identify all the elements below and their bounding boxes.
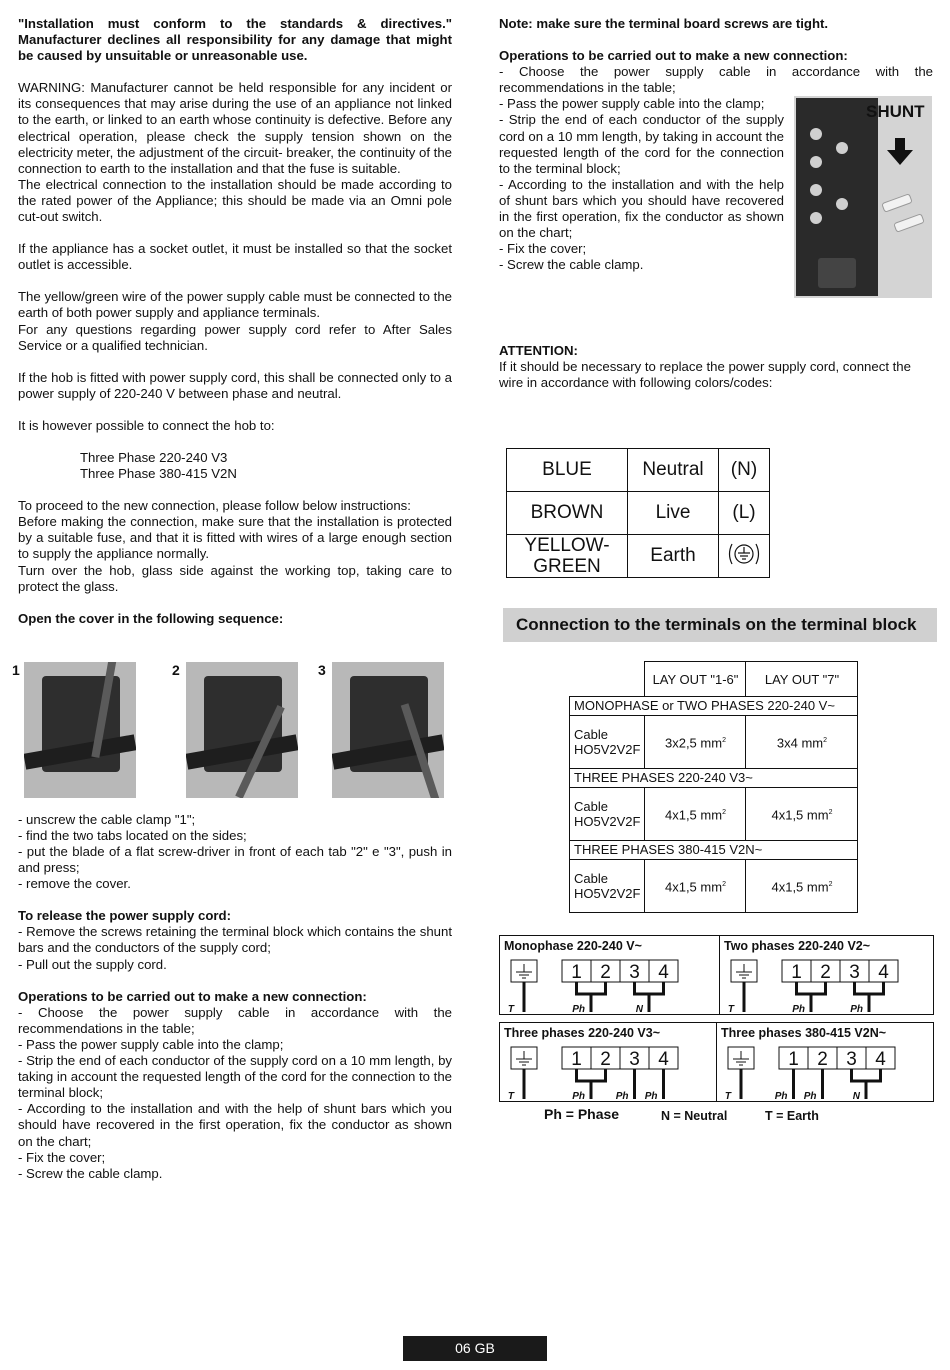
table-row	[570, 769, 858, 788]
wire-label: Ph	[615, 1091, 629, 1101]
wire-label: Ph	[792, 1004, 805, 1014]
shunt-label: SHUNT	[866, 102, 925, 121]
wire-label: Ph	[572, 1091, 585, 1101]
photo-step-2	[186, 662, 298, 798]
terminal-number: 3	[849, 962, 860, 983]
supply-cord-paragraph: If the hob is fitted with power supply cord, this shall be connected only to a power supply of 220-240 V between phase and neutral.	[18, 369, 452, 401]
terminal-number: 2	[820, 962, 831, 983]
op-step-5: - Fix the cover;	[18, 1149, 106, 1165]
r-op-step-3: - Strip the end of each conductor of the supply cord on a 10 mm length, by taking in account the requested length of the cord for the connection to the terminal block;	[499, 112, 784, 176]
layout-1-6-header: LAY OUT "1-6"	[645, 662, 746, 697]
table-row	[507, 535, 770, 578]
terminal-block-section-title: Connection to the terminals on the terminal block	[503, 608, 937, 642]
terminal-number: 3	[846, 1049, 857, 1070]
diagram-row-1	[499, 935, 933, 1015]
conformity-notice: "Installation must conform to the standards & directives." Manufacturer declines all responsibility for any damage that might be caused by unsuitable or unreasonable use.	[18, 16, 452, 64]
terminal-screws-note: Note: make sure the terminal board screws are tight.	[499, 16, 829, 31]
layout-7-header: LAY OUT "7"	[746, 662, 858, 697]
terminal-number: 1	[571, 1049, 582, 1070]
release-step-2: - Pull out the supply cord.	[18, 956, 167, 972]
diagram-title: Three phases 220-240 V3~	[504, 1026, 660, 1040]
terminal-number: 4	[658, 1049, 669, 1070]
fuse-paragraph: Before making the connection, make sure that the installation is protected by a suitable fuse, and that it is fitted with wires of a large enough section to supply the appliance normally.	[18, 514, 452, 562]
function-cell: Earth	[628, 535, 719, 578]
attention-text: If it should be necessary to replace the power supply cord, connect the wire in accordance with following colors/codes:	[499, 359, 911, 391]
table-row	[570, 697, 858, 716]
earth-symbol-icon	[724, 542, 764, 566]
release-step-1: - Remove the screws retaining the terminal block which contains the shunt bars and the conductors of the supply cord;	[18, 924, 452, 956]
r-op-step-5: - Fix the cover;	[499, 241, 587, 257]
shunt-bar	[881, 193, 913, 213]
terminal-number: 1	[788, 1049, 799, 1070]
three-phase-option-1: Three Phase 220-240 V3	[80, 449, 228, 465]
colour-cell: BLUE	[507, 449, 628, 492]
shunt-bridge	[855, 982, 884, 994]
photo-number-1: 1	[12, 661, 20, 678]
diagram-row-2	[499, 1022, 933, 1102]
release-cord-heading: To release the power supply cord:	[18, 908, 232, 924]
cable-type-cell: Cable HO5V2V2F	[570, 788, 645, 841]
photo-step-3	[332, 662, 444, 798]
op-step-3: - Strip the end of each conductor of the supply cord on a 10 mm length, by taking in account the requested length of the cord for the connection to the terminal block;	[18, 1053, 453, 1101]
legend-neutral: N = Neutral	[661, 1109, 728, 1123]
wire-label: N	[852, 1091, 860, 1101]
cover-opening-photos	[12, 661, 452, 812]
left-column	[12, 16, 453, 1182]
terminal-number: 4	[875, 1049, 886, 1070]
wire-label: T	[507, 1004, 514, 1014]
turn-over-paragraph: Turn over the hob, glass side against the working top, taking care to protect the glass.	[18, 562, 452, 594]
diagram-monophase	[499, 935, 720, 1015]
group-label: MONOPHASE or TWO PHASES 220-240 V~	[570, 697, 858, 716]
diagram-three-phases-220	[499, 1022, 717, 1102]
wire-label: Ph	[774, 1091, 788, 1101]
wire-label: Ph	[850, 1004, 863, 1014]
step-find-tabs: - find the two tabs located on the sides;	[18, 827, 247, 843]
step-screwdriver: - put the blade of a flat screw-driver in front of each tab "2" e "3", push in and press;	[18, 844, 452, 876]
shunt-bridge	[797, 982, 826, 994]
diagram-title: Two phases 220-240 V2~	[724, 939, 871, 953]
terminal-number: 1	[791, 962, 802, 983]
colour-cell: BROWN	[507, 492, 628, 535]
attention-heading: ATTENTION:	[499, 343, 578, 358]
wire-label: T	[727, 1004, 734, 1014]
cable-type-cell: Cable HO5V2V2F	[570, 860, 645, 913]
photo-step-1	[24, 662, 136, 798]
r-op-step-4: - According to the installation and with the help of shunt bars which you should have recovered in the first operation, fix the conductor as shown on the chart;	[499, 176, 784, 241]
cable-section-table	[569, 661, 858, 913]
function-cell: Live	[628, 492, 719, 535]
wiring-diagram-three-phases-220	[500, 1039, 716, 1101]
wire-label: Ph	[644, 1091, 658, 1101]
step-remove-cover: - remove the cover.	[18, 876, 131, 892]
terminal-number: 3	[629, 962, 640, 983]
open-cover-heading: Open the cover in the following sequence:	[18, 610, 284, 626]
table-row	[507, 449, 770, 492]
value-cell: 3x2,5 $mm^2$	[645, 716, 746, 769]
legend-phase: Ph = Phase	[544, 1106, 620, 1122]
wiring-diagram-two-phases	[720, 952, 933, 1014]
op-step-2: - Pass the power supply cable into the clamp;	[18, 1036, 284, 1052]
terminal-number: 2	[600, 1049, 611, 1070]
value-cell: 4x1,5 $mm^2$	[746, 860, 858, 913]
group-label: THREE PHASES 380-415 V2N~	[570, 841, 858, 860]
terminal-number: 1	[571, 962, 582, 983]
table-row	[570, 841, 858, 860]
terminal-number: 2	[600, 962, 611, 983]
function-cell: Neutral	[628, 449, 719, 492]
shunt-photo	[794, 96, 932, 298]
wiring-diagram-three-phases-380	[717, 1039, 933, 1101]
table-row	[507, 492, 770, 535]
operations-heading-left: Operations to be carried out to make a new connection:	[18, 988, 367, 1004]
wire-label: N	[635, 1004, 643, 1014]
socket-paragraph: If the appliance has a socket outlet, it must be installed so that the socket outlet is accessible.	[18, 241, 452, 273]
omnipole-paragraph: The electrical connection to the installation should be made according to the rated power of the Appliance; this should be made via an Omni pole cut-out switch.	[18, 176, 452, 225]
value-cell: 4x1,5 $mm^2$	[645, 860, 746, 913]
op-step-4: - According to the installation and with the help of shunt bars which you should have recovered in the first operation, fix the conductor as shown on the chart;	[18, 1101, 452, 1149]
wiring-diagram-monophase	[500, 952, 719, 1014]
connect-options-intro: It is however possible to connect the hob to:	[18, 417, 275, 433]
terminal-number: 4	[658, 962, 669, 983]
terminal-number: 3	[629, 1049, 640, 1070]
value-cell: 4x1,5 $mm^2$	[746, 788, 858, 841]
diagram-title: Monophase 220-240 V~	[504, 939, 642, 953]
op-step-1: - Choose the power supply cable in accordance with the recommendations in the table;	[18, 1004, 452, 1036]
r-op-steps-narrow	[499, 96, 784, 273]
earth-wire-paragraph: The yellow/green wire of the power supply cable must be connected to the earth of both power supply and appliance terminals.	[18, 289, 452, 321]
terminal-number: 4	[878, 962, 889, 983]
legend-earth: T = Earth	[765, 1109, 819, 1123]
diagram-title: Three phases 380-415 V2N~	[721, 1026, 887, 1040]
arrow-down-icon	[887, 138, 913, 166]
warning-paragraph: WARNING: Manufacturer cannot be held responsible for any incident or its consequences that may arise during the use of an appliance not linked to the earth, or linked to an earth whose continuity is defective. Before any electrical operation, please check the supply tension shown on the electricity meter, the adjustment of the circuit- breaker, the continuity of the connection to earth to the installation and that the fuse is suitable.	[18, 80, 452, 176]
r-op-step-2: - Pass the power supply cable into the clamp;	[499, 96, 765, 112]
table-row	[570, 788, 858, 841]
page-number-footer: 06 GB	[403, 1336, 547, 1361]
shunt-bridge	[577, 982, 606, 994]
attention-block	[499, 343, 933, 391]
operations-heading-right: Operations to be carried out to make a new connection:	[499, 48, 848, 64]
shunt-bridge	[852, 1069, 881, 1081]
r-op-step-1: - Choose the power supply cable in accordance with the recommendations in the table;	[499, 64, 933, 96]
code-cell	[719, 535, 770, 578]
photo-number-2: 2	[172, 661, 180, 678]
colour-cell: YELLOW-GREEN	[507, 535, 628, 578]
three-phase-option-2: Three Phase 380-415 V2N	[80, 466, 237, 482]
terminal-number: 2	[817, 1049, 828, 1070]
wire-label: Ph	[803, 1091, 817, 1101]
group-label: THREE PHASES 220-240 V3~	[570, 769, 858, 788]
questions-paragraph: For any questions regarding power supply cord refer to After Sales Service or a qualified technician.	[18, 321, 452, 353]
right-column	[499, 16, 933, 1146]
photo-number-3: 3	[318, 661, 326, 678]
step-unscrew: - unscrew the cable clamp "1";	[18, 811, 196, 827]
r-op-step-6: - Screw the cable clamp.	[499, 257, 644, 273]
code-cell: (N)	[719, 449, 770, 492]
table-row	[570, 860, 858, 913]
diagram-three-phases-380	[716, 1022, 934, 1102]
shunt-bridge	[577, 1069, 606, 1081]
shunt-bar	[893, 213, 925, 233]
table-row	[570, 662, 858, 697]
wire-label: Ph	[572, 1004, 585, 1014]
code-cell: (L)	[719, 492, 770, 535]
new-connection-intro: To proceed to the new connection, please follow below instructions:	[18, 498, 411, 514]
value-cell: 4x1,5 $mm^2$	[645, 788, 746, 841]
op-step-6: - Screw the cable clamp.	[18, 1165, 163, 1181]
wire-label: T	[507, 1091, 514, 1101]
diagram-two-phases	[719, 935, 934, 1015]
wire-label: T	[724, 1091, 731, 1101]
value-cell: 3x4 $mm^2$	[746, 716, 858, 769]
wire-colour-table	[506, 448, 770, 578]
table-row	[570, 716, 858, 769]
cable-type-cell: Cable HO5V2V2F	[570, 716, 645, 769]
shunt-bridge	[635, 982, 664, 994]
